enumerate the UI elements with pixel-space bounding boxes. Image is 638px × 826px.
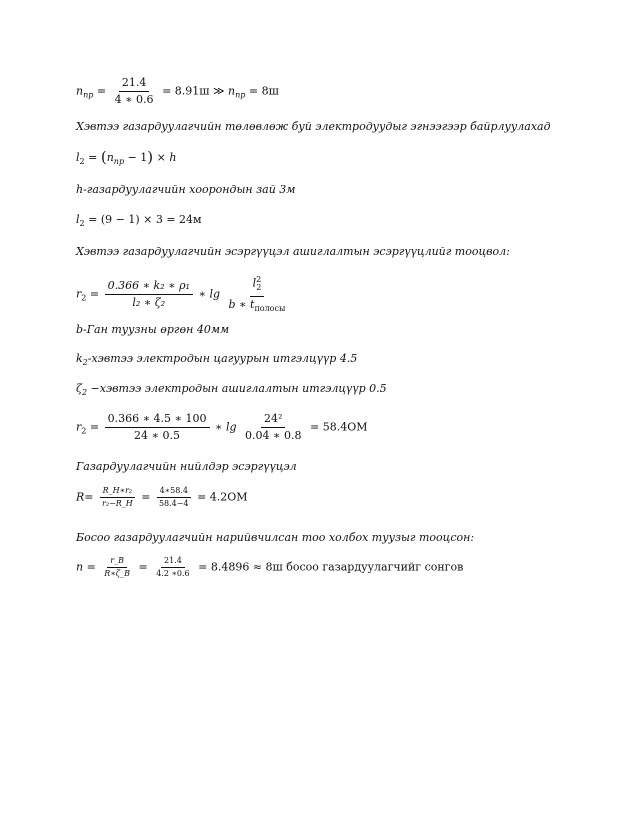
- fraction: $\frac{4∗58.4}{58.4-4}$: [156, 486, 192, 509]
- equation-l2-value: $l_2 = (9 - 1) \times 3 = 24м$: [76, 213, 202, 229]
- fraction: $\frac{\text{24²}}{0.04 ∗ 0.8}$: [245, 412, 302, 442]
- paragraph: $\zeta_2$ −хэвтээ электродын ашиглалтын итгэлцүүр 0.5: [76, 382, 387, 398]
- fraction: $\frac{21.4}{4.2 ∗0.6}$: [156, 556, 190, 578]
- equation-vertical-count: n = $\frac{r\_B}{R∗\zeta\_B}$ = $\frac{21.4}{4.2 ∗0.6}$ = 8.4896 ≈ 8ш босоо газардуулагчийг сонгов: [76, 556, 464, 578]
- equation-total-resistance: R= $\frac{\text{R\_H∗r₂}}{\text{r₂−R\_H}}$ = $\frac{4∗58.4}{58.4-4}$ = 4.2ОМ: [76, 486, 248, 508]
- paragraph: Газардуулагчийн нийлдэр эсэргүүцэл: [76, 460, 297, 473]
- paragraph: $k_2$-хэвтээ электродын цагуурын итгэлцүүр 4.5: [76, 352, 358, 368]
- paragraph: h-газардуулагчийн хоорондын зай 3м: [76, 183, 296, 196]
- fraction: $\frac{l^2_2}{b ∗ t_{полосы}}$: [228, 275, 286, 314]
- fraction: $\frac{0.366 ∗ 4.5 ∗ 100}{24 ∗ 0.5}$: [105, 412, 210, 443]
- fraction: $\frac{\text{R\_H∗r₂}}{\text{r₂−R\_H}}$: [99, 486, 136, 509]
- fraction: $\frac{\text{0.366 ∗ k₂ ∗ ρ₁}}{\text{l₂ ∗ ζ₂}}$: [105, 279, 193, 310]
- fraction: $\frac{r\_B}{R∗\zeta\_B}$: [104, 556, 130, 578]
- paragraph: b-Ган туузны өргөн 40мм: [76, 323, 230, 336]
- paragraph: Хэвтээ газардуулагчийн төлөвлөж буй электродуудыг эгнээгээр байрлуулахад: [76, 120, 551, 133]
- paragraph: Босоо газардуулагчийн нарийвчилсан тоо холбох туузыг тооцсон:: [76, 531, 475, 544]
- equation-r2-value: $r_2$ = $\frac{0.366 ∗ 4.5 ∗ 100}{24 ∗ 0.5}$ ∗ lg $\frac{\text{24²}}{0.04 ∗ 0.8}$ = 58.4ОМ: [76, 412, 368, 442]
- equation-rod-count: $n_{пр}$ = $\frac{21.4}{4 ∗ 0.6}$ = 8.91ш ≫ $n_{пр} = 8ш$: [76, 76, 279, 106]
- equation-l2-formula: $l_2 = (n_{пр} - 1) \times h$: [76, 148, 177, 167]
- paragraph: Хэвтээ газардуулагчийн эсэргүүцэл ашиглалтын эсэргүүцлийг тооцвол:: [76, 245, 510, 258]
- equation-r2-formula: $r_2$ = $\frac{\text{0.366 ∗ k₂ ∗ ρ₁}}{\text{l₂ ∗ ζ₂}}$ ∗ lg $\frac{l^2_2}{b ∗ t_{полосы}}$: [76, 273, 290, 316]
- fraction: $\frac{21.4}{4 ∗ 0.6}$: [114, 76, 154, 106]
